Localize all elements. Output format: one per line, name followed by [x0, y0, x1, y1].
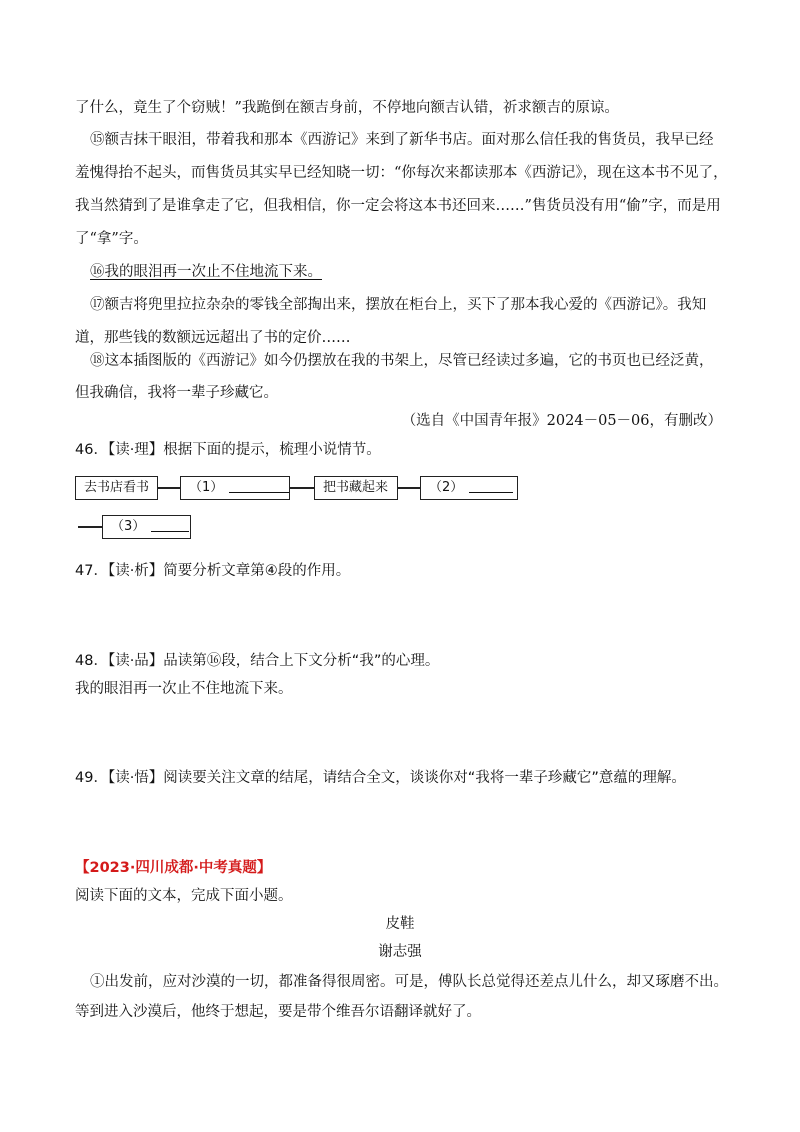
paragraph-18-line-1: ⑱这本插图版的《西游记》如今仍摆放在我的书架上，尽管已经读过多遍，它的书页也已经泛黄， [90, 353, 714, 369]
article-paragraph-1-line-2: 等到进入沙漠后，他终于想起，要是带个维吾尔语翻译就好了。 [75, 1004, 481, 1020]
paragraph-15-line-2: 羞愧得抬不起头，而售货员其实早已经知晓一切：“你每次来都读那本《西游记》，现在这本书不见了， [75, 165, 728, 181]
question-48: 48．【读·品】品读第⑯段，结合上下文分析“我”的心理。 [75, 653, 440, 669]
connector-line [290, 487, 314, 489]
paragraph-16 [90, 262, 730, 282]
paragraph-18-line-2: 但我确信，我将一辈子珍藏它。 [75, 385, 278, 401]
blank-1-label: （1） [189, 480, 224, 495]
paragraph-15-line-1: ⑮额吉抹干眼泪，带着我和那本《西游记》来到了新华书店。面对那么信任我的售货员，我早已经 [90, 132, 714, 148]
blank-3-label: （3） [111, 519, 146, 534]
paragraph-continuation: 了什么，竟生了个窃贼！”我跪倒在额吉身前，不停地向额吉认错，祈求额吉的原谅。 [75, 100, 619, 116]
plot-box-blank-1[interactable] [180, 476, 290, 500]
plot-box-blank-3[interactable] [102, 515, 191, 539]
article-title: 皮鞋 [385, 916, 415, 932]
paragraph-17-line-1: ⑰额吉将兜里拉拉杂杂的零钱全部掏出来，摆放在柜台上，买下了那本我心爱的《西游记》。我知 [90, 297, 707, 313]
article-author: 谢志强 [378, 944, 422, 960]
question-48-quote: 我的眼泪再一次止不住地流下来。 [75, 681, 293, 697]
question-49: 49．【读·悟】阅读要关注文章的结尾，请结合全文，谈谈你对“我将一辈子珍藏它”意蕴的理解。 [75, 770, 686, 786]
connector-line [398, 487, 420, 489]
blank-2-underline [469, 478, 513, 493]
article-paragraph-1-line-1: ①出发前，应对沙漠的一切，都准备得很周密。可是，傅队长总觉得还差点儿什么，却又琢磨不出。 [90, 974, 728, 990]
question-46: 46．【读·理】根据下面的提示，梳理小说情节。 [75, 442, 381, 458]
connector-line [78, 526, 102, 528]
plot-box-visit-bookstore: 去书店看书 [75, 476, 158, 500]
paragraph-16-underlined: ⑯我的眼泪再一次止不住地流下来。 [90, 264, 322, 280]
paragraph-15-line-3: 我当然猜到了是谁拿走了它，但我相信，你一定会将这本书还回来……”售货员没有用“偷”字，而是用 [75, 198, 721, 214]
paragraph-15-line-4: 了“拿”字。 [75, 231, 148, 247]
plot-box-blank-2[interactable] [420, 476, 518, 500]
reading-instruction: 阅读下面的文本，完成下面小题。 [75, 888, 293, 904]
source-citation: （选自《中国青年报》2024－05－06，有删改） [401, 413, 722, 429]
blank-1-underline [229, 478, 289, 493]
connector-line [158, 487, 180, 489]
blank-2-label: （2） [429, 480, 464, 495]
blank-3-underline [151, 517, 189, 532]
paragraph-17-line-2: 道，那些钱的数额远远超出了书的定价…… [75, 330, 351, 346]
exam-source-tag: 【2023·四川成都·中考真题】 [75, 860, 272, 876]
plot-box-hide-book: 把书藏起来 [314, 476, 398, 500]
question-47: 47．【读·析】简要分析文章第④段的作用。 [75, 563, 351, 579]
